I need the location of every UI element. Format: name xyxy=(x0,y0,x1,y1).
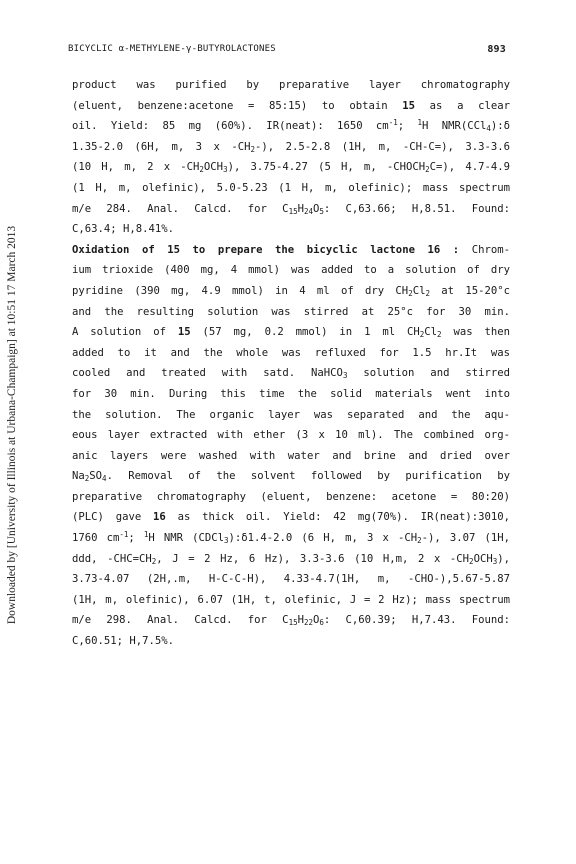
running-header xyxy=(68,44,506,55)
text-line: (1 H, m, olefinic), 5.0-5.23 (1 H, m, olefinic); mass spectrum xyxy=(72,181,510,194)
download-watermark xyxy=(2,155,22,695)
text-line: (10 H, m, 2 x $-CH_2OCH_3$), 3.75-4.27 (5 H, m, $-CHOCH_2C=$), 4.7-4.9 xyxy=(72,161,510,175)
section-heading-line: Oxidation of 15 to prepare the bicyclic lactone 16 : Chrom- xyxy=(72,243,511,256)
text-line: (eluent, benzene:acetone = 85:15) to obtain 15 as a clear xyxy=(72,99,510,112)
text-line: C,63.4; H,8.41%. xyxy=(72,223,175,236)
text-line: ium trioxide (400 mg, 4 mmol) was added to a solution of dry xyxy=(72,264,510,277)
text-line: C,60.51; H,7.5%. xyxy=(72,635,175,648)
text-line: cooled and treated with satd. NaHCO$_3$ solution and stirred xyxy=(72,367,511,381)
download-watermark-text: Downloaded by [University of Illinois at Urbana-Champaign] at 10:51 17 March 2013 xyxy=(6,225,18,625)
running-title: BICYCLIC α-METHYLENE-γ-BUTYROLACTONES xyxy=(68,44,276,54)
text-line: (1H, m, olefinic), 6.07 (1H, t, olefinic, J = 2 Hz); mass spectrum xyxy=(72,593,510,606)
text-line: added to it and the whole was refluxed for 1.5 hr.It was xyxy=(72,346,510,359)
page-number: 893 xyxy=(487,44,506,55)
text-line: $Na_2SO_4$. Removal of the solvent followed by purification by xyxy=(72,470,510,484)
text-line: oil. Yield: 85 mg (60%). IR(neat): 1650 $cm^{-1}$; $^1$H NMR(CCl$_4$):δ xyxy=(72,118,510,134)
text-line: A solution of 15 (57 mg, 0.2 mmol) in 1 ml $CH_2Cl_2$ was then xyxy=(72,326,510,340)
text-line: m/e 298. Anal. Calcd. for $C_{15}H_{22}O_6$: C,60.39; H,7.43. Found: xyxy=(72,614,510,628)
text-line: pyridine (390 mg, 4.9 mmol) in 4 ml of dry $CH_2Cl_2$ at 15-20°c xyxy=(72,284,510,298)
text-line: m/e 284. Anal. Calcd. for $C_{15}H_{24}O_5$: C,63.66; H,8.51. Found: xyxy=(72,202,510,216)
text-line: 1760 $cm^{-1}$; $^1$H NMR (CDCl$_3$):δ1.4-2.0 (6 H, m, 3 x $-CH_2-$), 3.07 (1H, xyxy=(72,530,510,546)
text-line: eous layer extracted with ether (3 x 10 ml). The combined org- xyxy=(72,429,510,442)
text-line: anic layers were washed with water and brine and dried over xyxy=(72,449,510,462)
article-body xyxy=(72,75,510,652)
text-line: 3.73-4.07 (2H,.m, H-C-C-H), 4.33-4.7(1H, m, -CHO-),5.67-5.87 xyxy=(72,573,510,586)
text-line: product was purified by preparative layer chromatography xyxy=(72,79,510,91)
text-line: and the resulting solution was stirred at 25°c for 30 min. xyxy=(72,305,510,318)
text-line: the solution. The organic layer was separated and the aqu- xyxy=(72,408,510,421)
text-line: for 30 min. During this time the solid materials went into xyxy=(72,387,510,400)
text-line: preparative chromatography (eluent, benzene: acetone = 80:20) xyxy=(72,490,510,503)
text-line: (PLC) gave 16 as thick oil. Yield: 42 mg(70%). IR(neat):3010, xyxy=(72,511,510,524)
text-line: ddd, $-CHC=CH_2$, J = 2 Hz, 6 Hz), 3.3-3.6 (10 H,m, 2 x $-CH_2OCH_3$), xyxy=(72,552,510,566)
text-line: 1.35-2.0 (6H, m, 3 x $-CH_2-$), 2.5-2.8 (1H, m, -CH-C=), 3.3-3.6 xyxy=(72,140,511,154)
